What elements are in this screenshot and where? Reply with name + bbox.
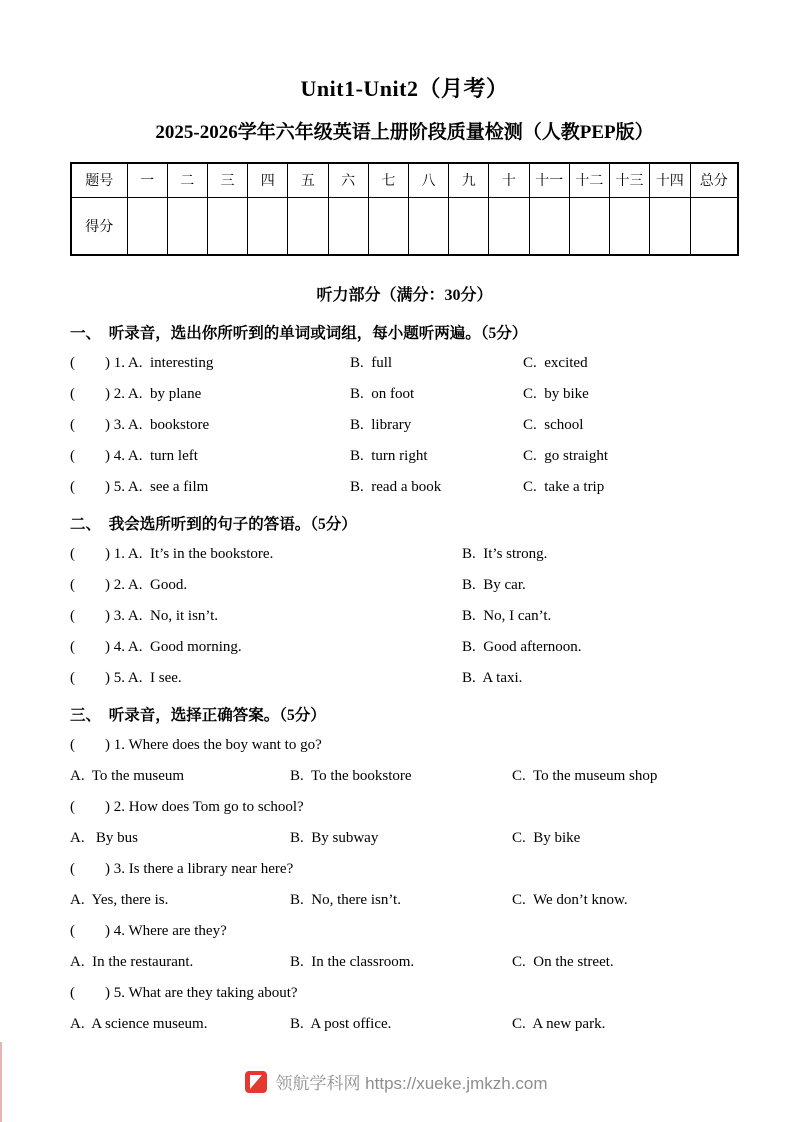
option-a: A. In the restaurant.: [70, 954, 194, 970]
score-cell: [127, 197, 167, 255]
score-table-col-total: 总分: [690, 163, 738, 197]
footer: [0, 1069, 793, 1094]
score-cell: [288, 197, 328, 255]
option-c: C. A new park.: [512, 1016, 606, 1032]
question-row: [70, 978, 739, 1009]
option-a: ( ) 4. A. Good morning.: [70, 639, 242, 655]
score-cell: [449, 197, 489, 255]
option-row: [70, 947, 739, 978]
score-cell: [207, 197, 247, 255]
option-b: B. full: [350, 355, 393, 371]
option-row: [70, 885, 739, 916]
score-table-col: 十: [489, 163, 529, 197]
option-a: A. By bus: [70, 830, 138, 846]
option-a: ( ) 5. A. I see.: [70, 670, 182, 686]
option-a: A. A science museum.: [70, 1016, 208, 1032]
option-c: C. We don’t know.: [512, 892, 628, 908]
option-b: B. Good afternoon.: [462, 639, 582, 655]
site-logo-icon: [245, 1071, 267, 1093]
question-row: [70, 916, 739, 947]
option-c: C. By bike: [512, 830, 581, 846]
option-a: ( ) 5. A. see a film: [70, 479, 209, 495]
option-c: C. go straight: [523, 448, 608, 464]
question-text: ( ) 4. Where are they?: [70, 923, 227, 939]
question-text: ( ) 1. Where does the boy want to go?: [70, 737, 322, 753]
question-row: [70, 570, 739, 601]
option-b: B. To the bookstore: [290, 768, 412, 784]
question-row: [70, 379, 739, 410]
score-table-header-row: [71, 163, 738, 197]
option-row: [70, 1009, 739, 1040]
score-table-col: 一: [127, 163, 167, 197]
sail-shape: [250, 1075, 262, 1089]
option-b: B. By car.: [462, 577, 526, 593]
option-c: C. school: [523, 417, 584, 433]
footer-site-link: 领航学科网 https://xueke.jmkzh.com: [275, 1074, 548, 1093]
option-row: [70, 823, 739, 854]
exam-title: Unit1-Unit2（月考）: [300, 76, 509, 101]
option-a: ( ) 1. A. It’s in the bookstore.: [70, 546, 274, 562]
question-text: ( ) 5. What are they taking about?: [70, 985, 298, 1001]
score-table-col: 五: [288, 163, 328, 197]
score-table: [70, 162, 739, 256]
option-b: B. No, there isn’t.: [290, 892, 401, 908]
option-b: B. on foot: [350, 386, 415, 402]
option-b: B. It’s strong.: [462, 546, 548, 562]
question-row: [70, 410, 739, 441]
score-table-col: 七: [368, 163, 408, 197]
option-a: ( ) 2. A. by plane: [70, 386, 202, 402]
score-cell: [328, 197, 368, 255]
option-b: B. A taxi.: [462, 670, 523, 686]
question-row: [70, 730, 739, 761]
question-row: [70, 348, 739, 379]
score-table-col: 十四: [650, 163, 690, 197]
question-text: ( ) 2. How does Tom go to school?: [70, 799, 304, 815]
option-c: C. On the street.: [512, 954, 614, 970]
option-a: A. Yes, there is.: [70, 892, 169, 908]
question-row: [70, 854, 739, 885]
listening-part-heading: 听力部分（满分：30分）: [316, 287, 493, 304]
section2-heading: 二、 我会选所听到的句子的答语。（5分）: [70, 515, 357, 533]
score-cell: [609, 197, 649, 255]
score-table-col: 十三: [609, 163, 649, 197]
score-cell: [690, 197, 738, 255]
exam-subtitle: 2025-2026学年六年级英语上册阶段质量检测（人教PEP版）: [155, 122, 654, 143]
score-table-col: 八: [408, 163, 448, 197]
section1-heading: 一、 听录音，选出你所听到的单词或词组，每小题听两遍。（5分）: [70, 324, 528, 342]
score-table-col: 三: [207, 163, 247, 197]
option-b: B. read a book: [350, 479, 442, 495]
option-b: B. By subway: [290, 830, 379, 846]
score-cell: [408, 197, 448, 255]
option-b: B. A post office.: [290, 1016, 392, 1032]
score-cell: [248, 197, 288, 255]
option-b: B. No, I can’t.: [462, 608, 552, 624]
option-a: A. To the museum: [70, 768, 185, 784]
option-a: ( ) 3. A. No, it isn’t.: [70, 608, 219, 624]
score-cell: [529, 197, 569, 255]
score-table-col: 十一: [529, 163, 569, 197]
option-c: C. excited: [523, 355, 588, 371]
score-table-col: 十二: [569, 163, 609, 197]
score-table-score-row: [71, 197, 738, 255]
score-cell: [569, 197, 609, 255]
score-cell: [368, 197, 408, 255]
score-cell: [650, 197, 690, 255]
option-a: ( ) 3. A. bookstore: [70, 417, 210, 433]
option-c: C. To the museum shop: [512, 768, 658, 784]
question-row: [70, 441, 739, 472]
option-c: C. by bike: [523, 386, 589, 402]
score-cell: [489, 197, 529, 255]
question-row: [70, 792, 739, 823]
question-row: [70, 632, 739, 663]
question-row: [70, 539, 739, 570]
score-table-col: 二: [167, 163, 207, 197]
score-table-corner: 题号: [71, 163, 127, 197]
question-row: [70, 472, 739, 503]
question-row: [70, 663, 739, 694]
score-table-col: 六: [328, 163, 368, 197]
page-edge-mark: [0, 1042, 2, 1122]
score-cell: [167, 197, 207, 255]
option-a: ( ) 4. A. turn left: [70, 448, 198, 464]
option-a: ( ) 2. A. Good.: [70, 577, 188, 593]
question-text: ( ) 3. Is there a library near here?: [70, 861, 294, 877]
option-a: ( ) 1. A. interesting: [70, 355, 214, 371]
option-b: B. library: [350, 417, 412, 433]
section3-heading: 三、 听录音，选择正确答案。（5分）: [70, 706, 326, 724]
score-table-col: 四: [248, 163, 288, 197]
score-table-col: 九: [449, 163, 489, 197]
question-row: [70, 601, 739, 632]
option-b: B. turn right: [350, 448, 428, 464]
option-b: B. In the classroom.: [290, 954, 415, 970]
option-c: C. take a trip: [523, 479, 605, 495]
option-row: [70, 761, 739, 792]
score-label: 得分: [71, 197, 127, 255]
